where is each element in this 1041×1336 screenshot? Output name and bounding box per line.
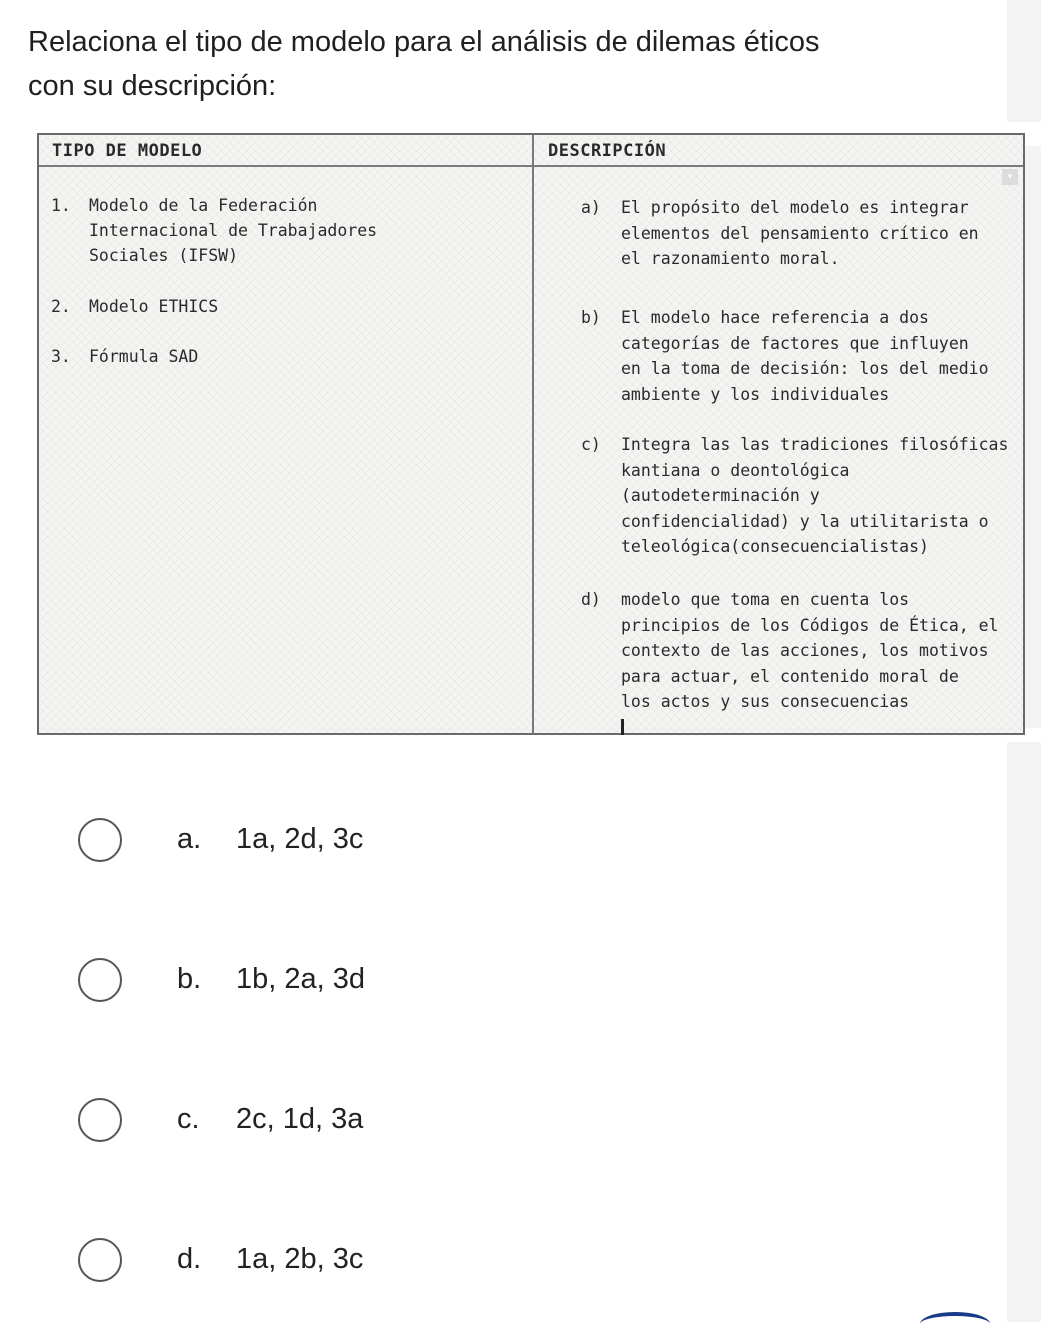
description-line: el razonamiento moral. <box>621 249 840 268</box>
model-item-3 <box>51 344 199 369</box>
model-number: 2. <box>51 297 71 316</box>
description-line: categorías de factores que influyen <box>621 333 969 353</box>
description-line: (autodeterminación y <box>621 486 820 505</box>
description-line: para actuar, el contenido moral de <box>621 666 959 686</box>
model-number: 1. <box>51 196 71 215</box>
option-label: 1a, 2d, 3c <box>236 823 364 855</box>
description-line: kantiana o deontológica <box>621 460 850 480</box>
description-line: confidencialidad) y la utilitarista o <box>621 511 989 531</box>
option-letter: d. <box>177 1243 202 1275</box>
description-a <box>581 195 1021 272</box>
model-item-1 <box>51 193 378 268</box>
radio-button[interactable] <box>78 1098 122 1142</box>
option-letter: b. <box>177 963 202 995</box>
description-line: principios de los Códigos de Ética, el <box>621 615 999 635</box>
option-letter: a. <box>177 823 202 855</box>
description-line: elementos del pensamiento crítico en <box>621 223 979 243</box>
description-line: contexto de las acciones, los motivos <box>621 641 989 660</box>
description-line: El modelo hace referencia a dos <box>621 308 929 327</box>
question-line-2: con su descripción: <box>28 70 277 102</box>
model-item-2 <box>51 294 219 319</box>
description-line: El propósito del modelo es integrar <box>621 198 969 217</box>
description-b <box>581 305 1021 407</box>
option-label: 1b, 2a, 3d <box>236 963 365 995</box>
radio-button[interactable] <box>78 1238 122 1282</box>
text-cursor-mark <box>621 719 624 735</box>
description-letter: d) <box>581 590 601 609</box>
model-line: Fórmula SAD <box>89 347 199 366</box>
description-letter: a) <box>581 198 601 217</box>
description-letter: c) <box>581 435 601 454</box>
option-b[interactable] <box>78 958 478 1008</box>
description-line: modelo que toma en cuenta los <box>621 590 910 609</box>
description-line: en la toma de decisión: los del medio <box>621 359 989 378</box>
matching-table <box>37 133 1025 735</box>
header-descripcion: DESCRIPCIÓN <box>548 141 667 161</box>
question-line-1: Relaciona el tipo de modelo para el análisis de dilemas éticos <box>28 26 820 58</box>
model-line: Modelo ETHICS <box>89 297 219 316</box>
scroll-arrow-icon: ▾ <box>1002 169 1018 185</box>
description-line: ambiente y los individuales <box>621 384 890 404</box>
option-label: 1a, 2b, 3c <box>236 1243 364 1275</box>
description-line: los actos y sus consecuencias <box>621 692 910 711</box>
option-d[interactable] <box>78 1238 478 1288</box>
model-line: Sociales (IFSW) <box>89 246 239 265</box>
option-letter: c. <box>177 1103 200 1135</box>
description-line: teleológica(consecuencialistas) <box>621 537 929 556</box>
option-c[interactable] <box>78 1098 478 1148</box>
model-line: Internacional de Trabajadores <box>89 221 378 240</box>
question-text <box>28 20 988 108</box>
model-number: 3. <box>51 347 71 366</box>
radio-button[interactable] <box>78 958 122 1002</box>
radio-button[interactable] <box>78 818 122 862</box>
description-c <box>581 432 1021 560</box>
bottom-edge-arc <box>920 1312 990 1336</box>
description-letter: b) <box>581 308 601 327</box>
description-line: Integra las las tradiciones filosóficas <box>621 435 1009 454</box>
option-label: 2c, 1d, 3a <box>236 1103 364 1135</box>
description-d <box>581 587 1021 715</box>
option-a[interactable] <box>78 818 478 868</box>
header-tipo-de-modelo: TIPO DE MODELO <box>52 141 203 161</box>
column-divider <box>532 135 534 733</box>
model-line: Modelo de la Federación <box>89 196 318 215</box>
